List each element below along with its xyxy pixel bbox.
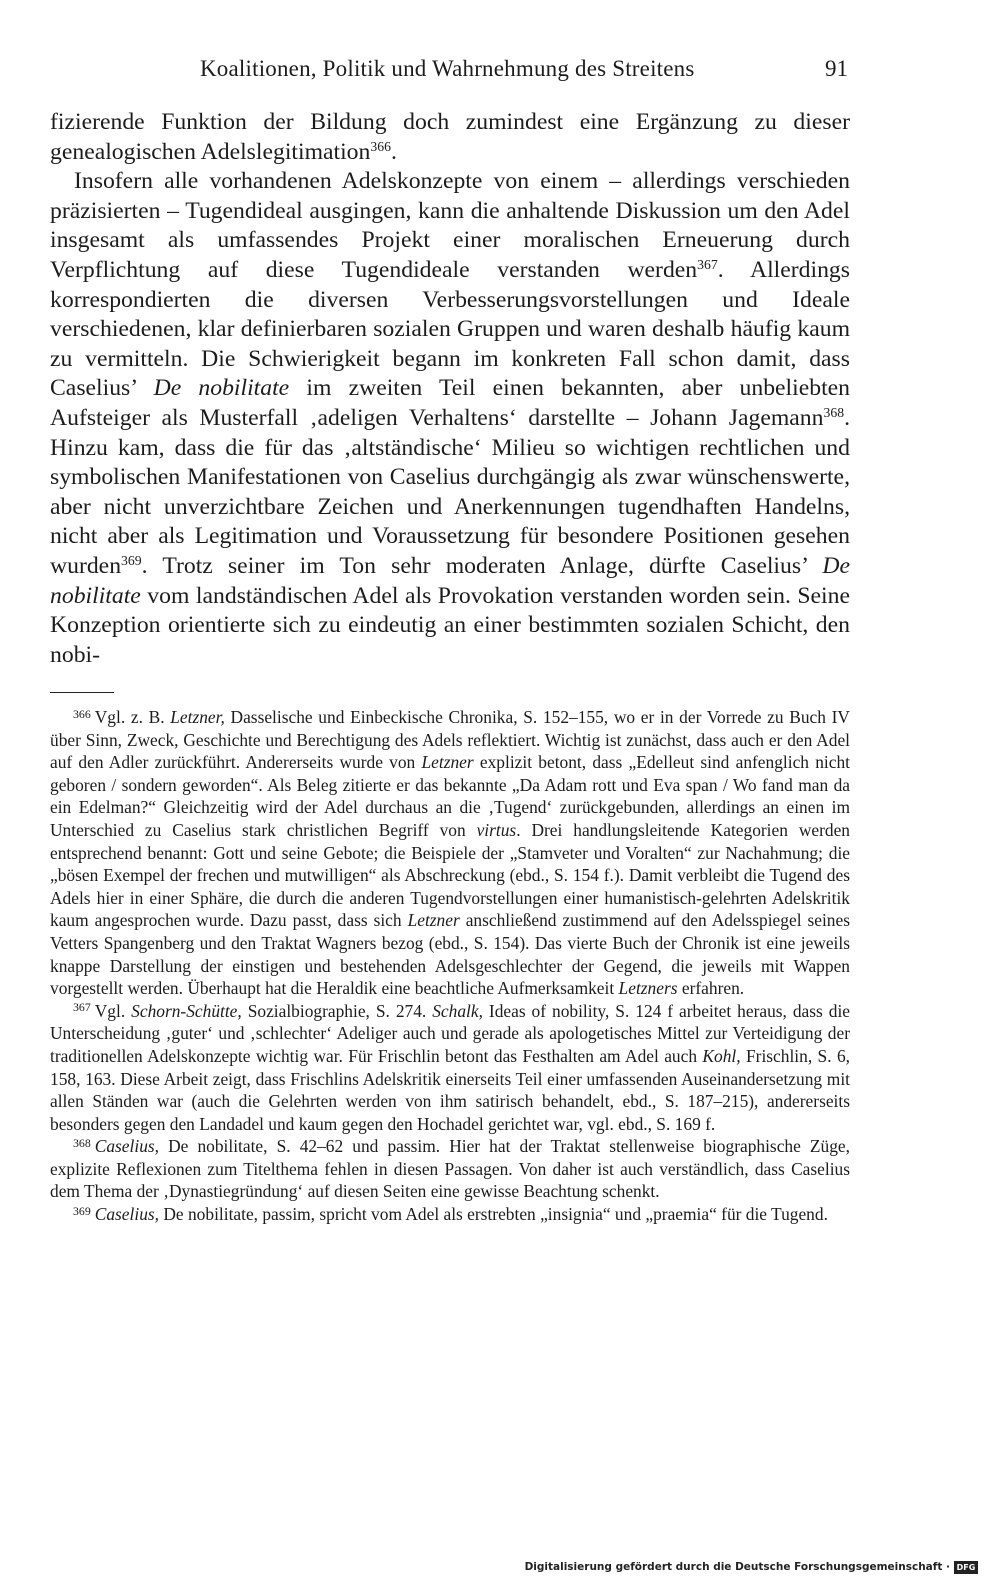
page-number: 91 xyxy=(825,56,848,81)
footnote-366: $^{366}$ Vgl. z. B. Letzner, Dasselische und Einbeckische Chronika, S. 152–155, wo er in der Vorrede zu Buch IV über Sinn, Zweck, Geschichte und Berechtigung des Adels reflektiert. Wichtig ist zunächst, dass auch er den Adel auf den Adler zurückführt. Andererseits wurde von Letzner explizit betont, dass „Edelleut sind anfenglich nicht geboren / sondern geworden“. Als Beleg zitierte er das bekannte „Da Adam rott und Eva span / Wo fand man da ein Edelman?“ Gleichzeitig wird der Adel durchaus an die ‚Tugend‘ zurückgebunden, allerdings an einen im Unterschied zu Caselius stark christlichen Begriff von virtus. Drei handlungsleitende Kategorien werden entsprechend benannt: Gott und seine Gebote; die Beispiele der „Stamveter und Voralten“ zur Nachahmung; die „bösen Exempel der frechen und mutwilligen“ als Abschreckung (ebd., S. 154 f.). Damit verbleibt die Tugend des Adels hier in einer Sphäre, die durch die anderen Tugendvorstellungen einer humanistisch-gelehrten Adelskritik kaum angesprochen wurde. Dazu passt, dass sich Letzner anschließend zustimmend auf den Adelsspiegel seines Vetters Spangenberg und den Traktat Wagners bezog (ebd., S. 154). Das vierte Buch der Chronik ist eine jeweils knappe Darstellung der einstigen und bestehenden Adelsgeschlechter der Gegend, die jeweils mit Wappen vorgestellt werden. Überhaupt hat die Heraldik eine beachtliche Aufmerksamkeit Letzners erfahren. xyxy=(50,706,851,999)
footnote-ref-366[interactable]: 366 xyxy=(370,138,391,154)
footnote-number: 367 xyxy=(73,1000,91,1015)
paragraph-1: fizierende Funktion der Bildung doch zumindest eine Ergänzung zu dieser genealogischen Adelslegitimation$^{366}$. xyxy=(50,109,850,165)
footnote-number: 366 xyxy=(73,706,91,721)
funding-credit: Digitalisierung gefördert durch die Deutsche Forschungsgemeinschaft · xyxy=(524,1561,950,1573)
footnote-number: 369 xyxy=(73,1203,91,1218)
footnote-369: $^{369}$ Caselius, De nobilitate, passim, spricht vom Adel als erstrebten „insignia“ und „praemia“ für die Tugend. xyxy=(73,1203,828,1225)
footnote-368: $^{368}$ Caselius, De nobilitate, S. 42–62 und passim. Hier hat der Traktat stellenweise biographische Züge, explizite Reflexionen zum Titelthema fehlen in diesen Passagen. Von daher ist auch verständlich, dass Caselius dem Thema der ‚Dynastiegründung‘ auf diesen Seiten eine gewisse Beachtung schenkt. xyxy=(50,1135,850,1202)
footnote-ref-368[interactable]: 368 xyxy=(823,404,845,420)
footnote-separator xyxy=(50,692,114,693)
paragraph-2: Insofern alle vorhandenen Adelskonzepte von einem – allerdings verschieden präzisierten – Tugendideal ausgingen, kann die anhaltende Diskussion um den Adel insgesamt als umfassendes Projekt einer moralischen Erneuerung durch Verpflichtung auf diese Tugendideale verstanden werden$^{367}$. Allerdings korrespondierten die diversen Verbesserungsvorstellungen und Ideale verschiedenen, klar definierbaren sozialen Gruppen und waren deshalb häufig kaum zu vermitteln. Die Schwierigkeit begann im konkreten Fall schon damit, dass Caselius’ De nobilitate im zweiten Teil einen bekannten, aber unbeliebten Aufsteiger als Musterfall ‚adeligen Verhaltens‘ darstellte – Johann Jagemann$^{368}$. Hinzu kam, dass die für das ‚altständische‘ Milieu so wichtigen rechtlichen und symbolischen Manifestationen von Caselius durchgängig als zwar wünschenswerte, aber nicht unverzichtbare Zeichen und Anerkennungen tugendhaften Handelns, nicht aber als Legitimation und Voraussetzung für besondere Positionen gesehen wurden$^{369}$. Trotz seiner im Ton sehr moderaten Anlage, dürfte Caselius’ De nobilitate vom landständischen Adel als Provokation verstanden worden sein. Seine Konzeption orientierte sich zu eindeutig an einer bestimmten sozialen Schicht, den nobi- xyxy=(50,168,851,668)
work-title: De nobilitate xyxy=(153,375,290,402)
footnote-367: $^{367}$ Vgl. Schorn-Schütte, Sozialbiographie, S. 274. Schalk, Ideas of nobility, S. 124 f arbeitet heraus, dass die Unterscheidung ‚guter‘ und ‚schlechter‘ Adeliger auch und gerade als apologetisches Mittel zur Verteidigung der traditionellen Adelskonzepte wichtig war. Für Frischlin betont das Festhalten am Adel auch Kohl, Frischlin, S. 6, 158, 163. Diese Arbeit zeigt, dass Frischlins Adelskritik einerseits Teil einer umfassenden Auseinandersetzung mit allen Ständen war (auch die Gelehrten werden von ihm satirisch behandelt, ebd., S. 187–215), andererseits besonders gegen den Landadel und kaum gegen den Hochadel gerichtet war, vgl. ebd., S. 169 f. xyxy=(50,1000,851,1134)
digitization-footer xyxy=(525,1558,978,1576)
footnote-ref-367[interactable]: 367 xyxy=(697,256,718,272)
footnote-ref-369[interactable]: 369 xyxy=(121,552,142,568)
footnotes xyxy=(50,706,850,1226)
running-head: Koalitionen, Politik und Wahrnehmung des Streitens xyxy=(200,56,695,81)
main-text xyxy=(50,108,850,670)
page-header xyxy=(50,52,850,92)
work-title: De nobilitate xyxy=(50,552,850,609)
footnote-number: 368 xyxy=(73,1135,91,1150)
dfg-logo: DFG xyxy=(954,1561,978,1574)
